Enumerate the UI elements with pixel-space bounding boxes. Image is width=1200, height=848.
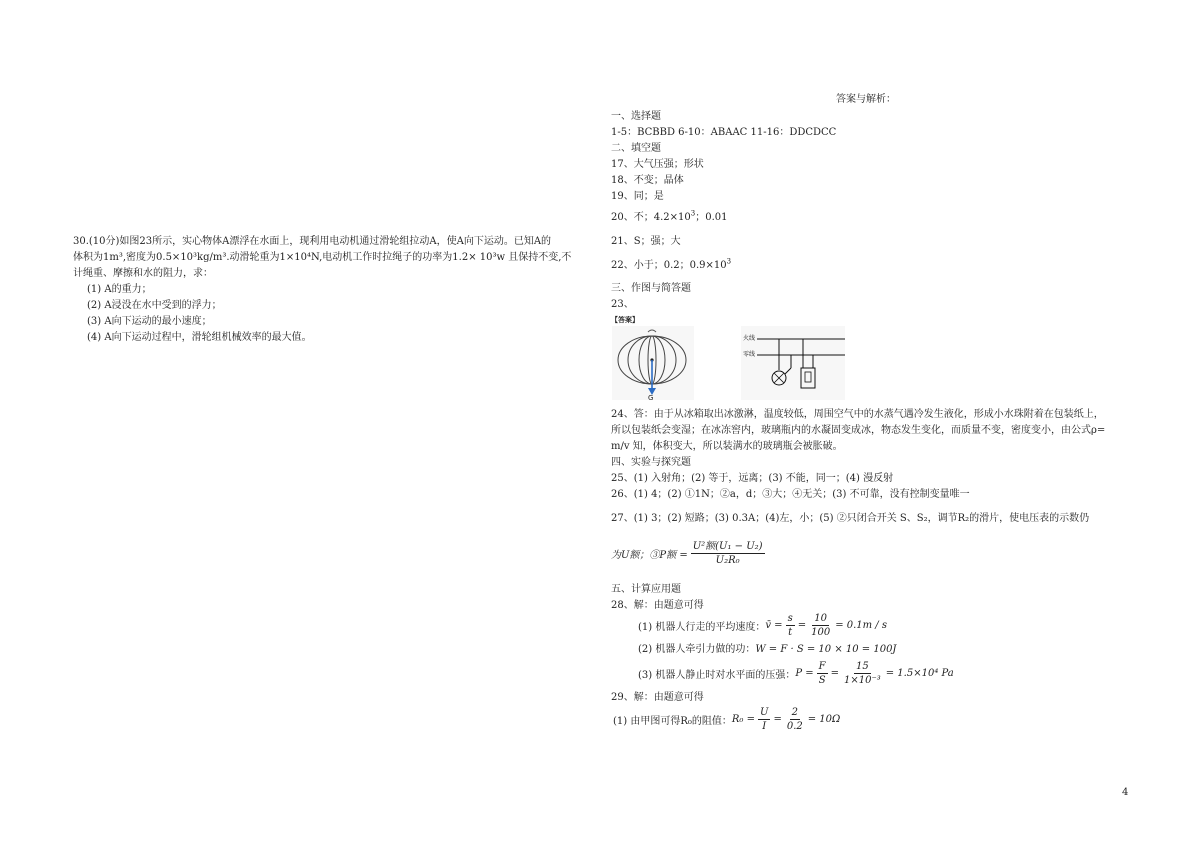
answer-28-3 [638,660,954,687]
answer-29-1-lhs: R₀ = [731,714,755,725]
answer-tag: 【答案】 [611,315,639,324]
q30-item-2: (2) A浸没在水中受到的浮力； [87,300,222,311]
answer-20-exp: 3 [690,209,696,218]
velocity-denominator: t [788,627,793,638]
pumpkin-icon [612,326,694,400]
answer-28: 28、解：由题意可得 [611,600,704,611]
answer-27-line-1: 27、(1) 3；(2) 短路；(3) 0.3A；(4)左，小；(5) ②只闭合开关 S、S₂，调节R₂的滑片，使电压表的示数仍 [611,513,1090,524]
pressure-fraction [817,660,828,687]
answer-20 [611,211,727,224]
pressure-value-denominator: 1×10⁻³ [843,675,881,686]
answer-28-3-eq: = [830,668,839,679]
resistance-value-fraction [785,706,805,733]
answer-28-3-lhs: P = [795,668,814,679]
answer-choice: 1-5：BCBBD 6-10：ABAAC 11-16：DDCDCC [611,127,837,138]
answer-28-3-result: = 1.5×10⁴ Pa [885,668,954,679]
answer-27-pre: 为U额；③P额 = [611,550,688,561]
q30-item-3: (3) A向下运动的最小速度； [87,316,212,327]
answer-29: 29、解：由题意可得 [611,692,704,703]
answer-21: 21、S；强；大 [611,236,681,247]
velocity-fraction [786,612,795,639]
answer-28-1-result: = 0.1m / s [835,620,887,631]
answer-27-line-2 [611,540,768,567]
pressure-value-fraction [842,660,883,687]
answer-26: 26、(1) 4；(2) ①1N；②a，d；③大；④无关；(3) 不可靠，没有控制变量唯一 [611,489,970,500]
answer-29-1-text: (1) 由甲图可得R₀的阻值： [613,716,732,727]
answer-25: 25、(1) 入射角；(2) 等于，远离；(3) 不能，同一；(4) 漫反射 [611,473,894,484]
answer-28-2 [638,643,896,656]
pressure-numerator: F [818,661,826,672]
section-experiment: 四、实验与探究题 [611,457,691,468]
power-fraction [691,540,765,567]
answer-28-2-text: (2) 机器人牵引力做的功： [638,644,756,655]
resistance-value-denominator: 0.2 [786,721,803,732]
power-numerator: U²额(U₁ − U₂) [692,541,763,552]
velocity-value-numerator: 10 [814,613,827,624]
answer-22 [611,259,731,272]
answer-28-1-text: (1) 机器人行走的平均速度： [638,622,766,633]
answer-28-2-math: W = F · S = 10 × 10 = 100J [755,644,897,655]
gravity-label: G [648,394,654,400]
answer-24-line-1: 24、答：由于从冰箱取出冰激淋，温度较低，周围空气中的水蒸气遇冷发生液化，形成小水珠附着在包装纸上， [611,409,1104,420]
pressure-value-numerator: 15 [856,661,869,672]
power-denominator: U₂R₀ [715,555,740,566]
answer-28-1-eq: = [797,620,807,631]
resistance-numerator: U [760,707,769,718]
circuit-icon [741,326,845,400]
question-30 [73,234,593,346]
answer-28-1-lhs: v̄ = [765,620,783,631]
resistance-fraction [758,706,770,733]
answer-18: 18、不变；晶体 [611,175,684,186]
circuit-figure [741,326,845,400]
answer-20-pre: 20、不；4.2×10 [611,212,691,223]
q30-line-3: 计绳重、摩擦和水的阻力，求： [73,268,213,279]
velocity-numerator: s [787,613,793,624]
answer-29-1-result: = 10Ω [807,714,841,725]
answer-17: 17、大气压强；形状 [611,159,704,170]
q30-line-2: 体积为1m³,密度为0.5×10³kg/m³.动滑轮重为1×10⁴N,电动机工作时拉绳子的功率为1.2× 10³w 且保持不变,不 [73,252,572,263]
velocity-value-denominator: 100 [811,627,831,638]
answers-title: 答案与解析： [836,94,896,105]
answer-29-1 [613,706,840,733]
q30-item-4: (4) A向下运动过程中，滑轮组机械效率的最大值。 [87,332,312,343]
section-choice: 一、选择题 [611,111,661,122]
answer-24-line-3: m/v 知，体积变大，所以装满水的玻璃瓶会被胀破。 [611,441,843,452]
answer-22-pre: 22、小于；0.2；0.9×10 [611,260,727,271]
answer-19: 19、同；是 [611,191,664,202]
answer-22-exp: 3 [726,257,732,266]
pressure-denominator: S [818,675,826,686]
answer-28-1 [638,612,887,639]
page-number: 4 [1122,787,1129,798]
resistance-denominator: I [762,721,767,732]
q30-item-1: (1) A的重力； [87,284,152,295]
zero-wire-label: 零线 [743,351,756,358]
answer-29-1-eq: = [773,714,782,725]
answer-20-post: ；0.01 [695,212,728,223]
section-calc: 五、计算应用题 [611,584,681,595]
answer-23: 23、 [611,299,634,310]
section-drawing: 三、作图与简答题 [611,283,691,294]
fire-wire-label: 火线 [743,335,756,342]
answer-24-line-2: 所以包装纸会变湿；在冰冻窖内，玻璃瓶内的水凝固变成冰，物态发生变化，而质量不变，密度变小，由公式ρ= [611,425,1106,436]
velocity-value-fraction [809,612,832,639]
pumpkin-figure [612,326,694,400]
section-fill: 二、填空题 [611,143,661,154]
answer-28-3-text: (3) 机器人静止时对水平面的压强： [638,670,796,681]
q30-line-1: 30.(10分)如图23所示，实心物体A漂浮在水面上，现利用电动机通过滑轮组拉动A，使A向下运动。已知A的 [73,236,552,247]
resistance-value-numerator: 2 [791,707,798,718]
